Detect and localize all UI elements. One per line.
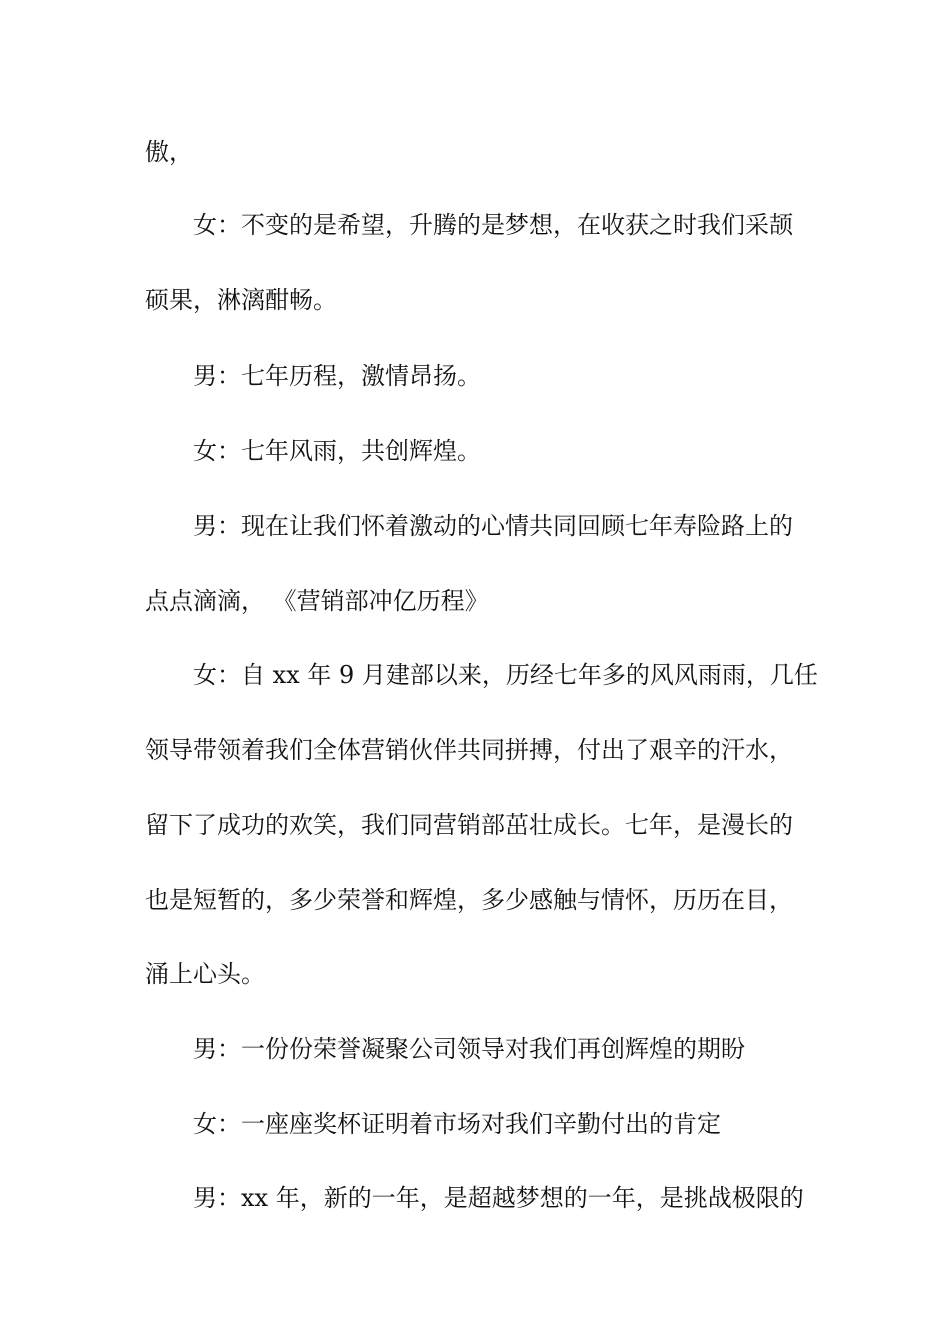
text-line: 领导带领着我们全体营销伙伴共同拼搏，付出了艰辛的汗水，: [145, 736, 793, 764]
text-line: 女：一座座奖杯证明着市场对我们辛勤付出的肯定: [193, 1110, 721, 1138]
text-line: 男：现在让我们怀着激动的心情共同回顾七年寿险路上的: [193, 512, 793, 540]
text-line: 涌上心头。: [145, 960, 265, 988]
text-line: 男：xx 年，新的一年，是超越梦想的一年，是挑战极限的: [193, 1184, 804, 1212]
text-line: 硕果，淋漓酣畅。: [145, 286, 337, 314]
text-line: 傲，: [145, 138, 193, 166]
text-line: 点点滴滴， 《营销部冲亿历程》: [145, 587, 489, 615]
text-line: 女：自 xx 年 9 月建部以来，历经七年多的风风雨雨，几任: [193, 661, 818, 689]
text-line: 女：不变的是希望，升腾的是梦想，在收获之时我们采颉: [193, 211, 793, 239]
text-line: 男：七年历程，激情昂扬。: [193, 362, 481, 390]
text-line: 女：七年风雨，共创辉煌。: [193, 437, 481, 465]
text-line: 留下了成功的欢笑，我们同营销部茁壮成长。七年，是漫长的: [145, 811, 793, 839]
text-line: 也是短暂的，多少荣誉和辉煌，多少感触与情怀，历历在目，: [145, 886, 793, 914]
text-line: 男：一份份荣誉凝聚公司领导对我们再创辉煌的期盼: [193, 1035, 745, 1063]
